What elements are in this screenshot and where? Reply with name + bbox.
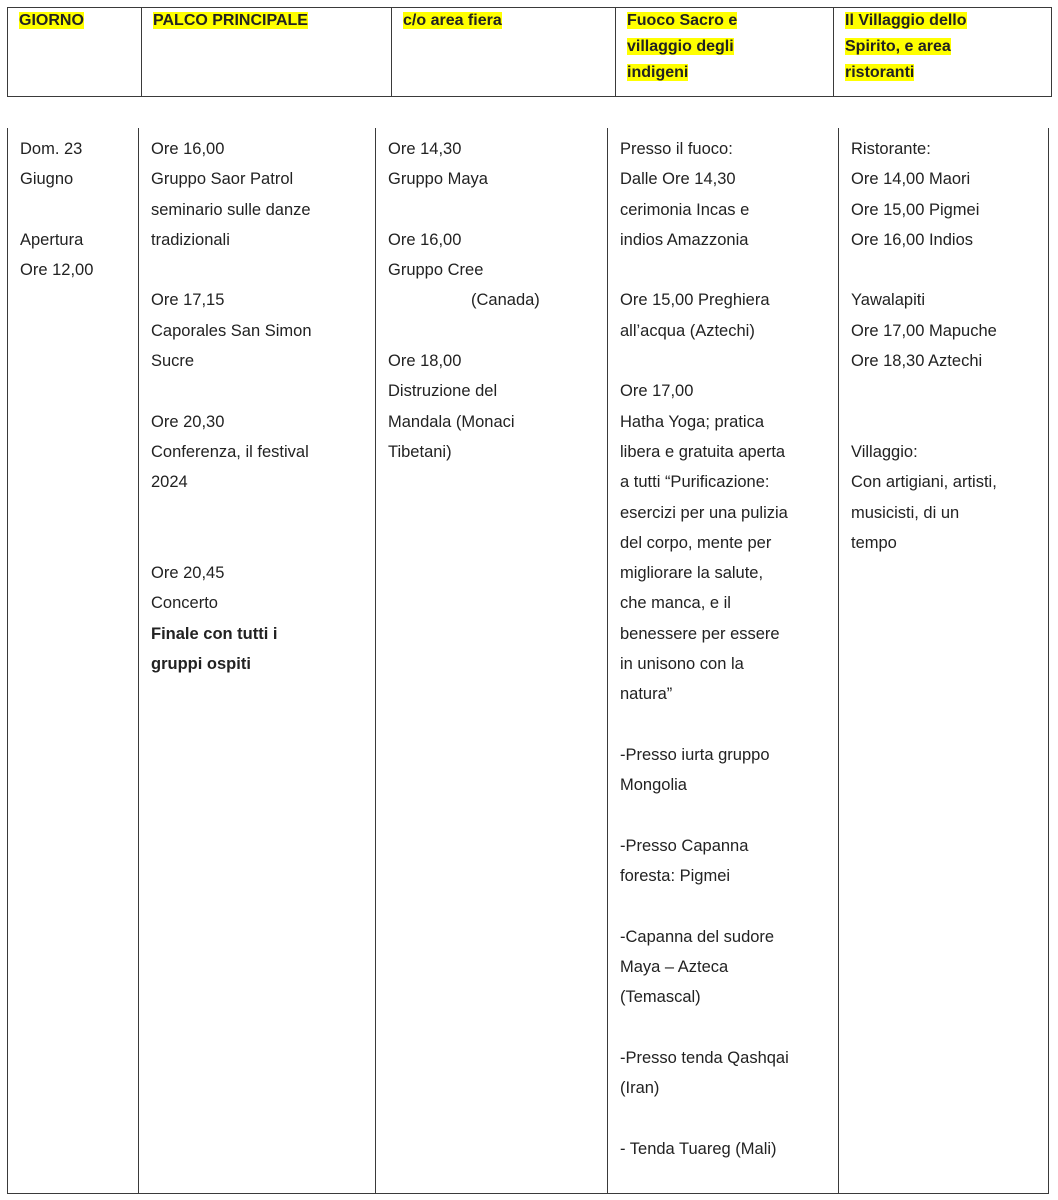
date-line-2: Giugno [20, 170, 74, 189]
fuoco-p3-line-8: benessere per essere [620, 624, 780, 643]
fuoco-p6-line-2: Maya – Azteca [620, 958, 729, 977]
palco-event-1-line-3: tradizionali [151, 230, 230, 249]
header-area-fiera-cell [392, 8, 616, 97]
fiera-event-2-line-2: (Canada) [471, 291, 540, 310]
schedule-body-table [7, 128, 1049, 1194]
header-giorno-cell [8, 8, 142, 97]
apertura-time: Ore 12,00 [20, 261, 94, 280]
fuoco-p3-line-5: del corpo, mente per [620, 533, 772, 552]
yawalapiti-item-2: Ore 18,30 Aztechi [851, 352, 983, 371]
fiera-event-3-time: Ore 18,00 [388, 352, 462, 371]
palco-event-2-line-2: Sucre [151, 352, 195, 371]
fuoco-p7-line-2: (Iran) [620, 1079, 660, 1098]
fuoco-p1-line-4: indios Amazzonia [620, 230, 749, 249]
yawalapiti-item-1: Ore 17,00 Mapuche [851, 321, 997, 340]
schedule-row [8, 128, 1049, 1194]
ristorante-title: Ristorante: [851, 140, 931, 158]
schedule-header-table [7, 7, 1052, 97]
palco-event-1-time: Ore 16,00 [151, 140, 225, 158]
apertura-label: Apertura [20, 230, 84, 249]
giorno-cell [8, 128, 139, 1194]
fuoco-p3-line-2: libera e gratuita aperta [620, 442, 786, 461]
ristorante-item-1: Ore 14,00 Maori [851, 170, 971, 189]
fiera-event-3-line-3: Tibetani) [388, 442, 452, 461]
palco-event-4-bold-1: Finale con tutti i [151, 624, 278, 643]
fiera-event-2-line-1: Gruppo Cree [388, 261, 484, 280]
villaggio-title: Villaggio: [851, 442, 918, 461]
fiera-event-1-time: Ore 14,30 [388, 140, 462, 158]
fuoco-p7-line-1: -Presso tenda Qashqai [620, 1048, 789, 1067]
fuoco-p3-line-9: in unisono con la [620, 655, 744, 674]
palco-cell [139, 128, 376, 1194]
fuoco-p4-line-1: -Presso iurta gruppo [620, 745, 770, 764]
header-villaggio-line-3: ristoranti [845, 64, 915, 81]
palco-event-2-time: Ore 17,15 [151, 291, 225, 310]
palco-event-3-time: Ore 20,30 [151, 412, 225, 431]
fuoco-p2-line-2: all’acqua (Aztechi) [620, 321, 755, 340]
header-fuoco-line-2: villaggio degli [627, 38, 734, 55]
fiera-event-1-line-1: Gruppo Maya [388, 170, 488, 189]
ristorante-item-2: Ore 15,00 Pigmei [851, 200, 980, 219]
fuoco-p3-line-7: che manca, e il [620, 594, 731, 613]
palco-event-4-time: Ore 20,45 [151, 564, 225, 583]
fuoco-p3-line-3: a tutti “Purificazione: [620, 473, 770, 492]
header-villaggio-line-2: Spirito, e area [845, 38, 951, 55]
palco-event-3-line-2: 2024 [151, 473, 188, 492]
palco-event-4-line-1: Concerto [151, 594, 218, 613]
palco-event-1-line-2: seminario sulle danze [151, 200, 311, 219]
fuoco-p4-line-2: Mongolia [620, 776, 687, 795]
ristorante-item-3: Ore 16,00 Indios [851, 230, 973, 249]
fuoco-p2-line-1: Ore 15,00 Preghiera [620, 291, 770, 310]
fiera-cell [376, 128, 608, 1194]
header-villaggio-cell [834, 8, 1052, 97]
fuoco-p5-line-2: foresta: Pigmei [620, 867, 731, 886]
header-villaggio-line-1: Il Villaggio dello [845, 12, 967, 29]
fuoco-p1-line-2: Dalle Ore 14,30 [620, 170, 736, 189]
fuoco-p5-line-1: -Presso Capanna [620, 836, 749, 855]
header-palco-cell [142, 8, 392, 97]
header-fuoco-line-1: Fuoco Sacro e [627, 12, 738, 29]
fuoco-p8-line-1: - Tenda Tuareg (Mali) [620, 1139, 777, 1158]
header-row [8, 8, 1052, 97]
header-palco-principale: PALCO PRINCIPALE [153, 12, 308, 29]
fuoco-cell [608, 128, 839, 1194]
fuoco-p3-time: Ore 17,00 [620, 382, 694, 401]
fiera-event-2-time: Ore 16,00 [388, 230, 462, 249]
fuoco-p3-line-4: esercizi per una pulizia [620, 503, 788, 522]
villaggio-line-1: Con artigiani, artisti, [851, 473, 997, 492]
header-fuoco-line-3: indigeni [627, 64, 689, 81]
yawalapiti-title: Yawalapiti [851, 291, 925, 310]
villaggio-cell [839, 128, 1049, 1194]
fiera-event-3-line-1: Distruzione del [388, 382, 498, 401]
palco-event-3-line-1: Conferenza, il festival [151, 442, 309, 461]
villaggio-line-2: musicisti, di un [851, 503, 960, 522]
fuoco-p3-line-6: migliorare la salute, [620, 564, 764, 583]
fuoco-p3-line-10: natura” [620, 685, 673, 704]
villaggio-line-3: tempo [851, 533, 897, 552]
header-giorno: GIORNO [19, 12, 84, 29]
header-fuoco-cell [616, 8, 834, 97]
fuoco-p1-line-3: cerimonia Incas e [620, 200, 750, 219]
fuoco-p1-line-1: Presso il fuoco: [620, 140, 733, 158]
fuoco-p3-line-1: Hatha Yoga; pratica [620, 412, 765, 431]
fuoco-p6-line-3: (Temascal) [620, 988, 701, 1007]
fuoco-p6-line-1: -Capanna del sudore [620, 927, 775, 946]
palco-event-4-bold-2: gruppi ospiti [151, 655, 251, 674]
palco-event-2-line-1: Caporales San Simon [151, 321, 312, 340]
fiera-event-3-line-2: Mandala (Monaci [388, 412, 515, 431]
palco-event-1-line-1: Gruppo Saor Patrol [151, 170, 294, 189]
date-line-1: Dom. 23 [20, 140, 83, 158]
header-area-fiera: c/o area fiera [403, 12, 502, 29]
